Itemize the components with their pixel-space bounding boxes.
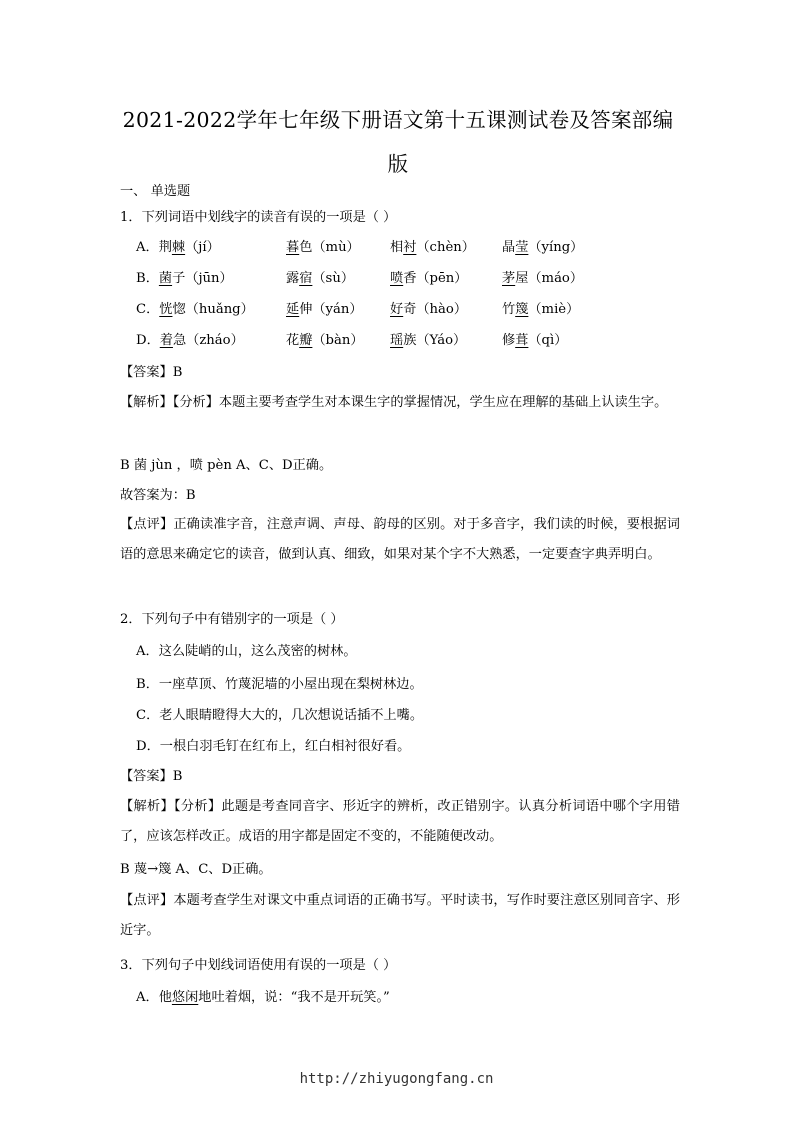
q1-option-c-item-3: 好奇（hào） bbox=[390, 302, 468, 317]
q1-option-c-item-2: 延伸（yán） bbox=[286, 302, 363, 317]
q1-option-d-item-3: 瑶族（Yáo） bbox=[390, 333, 467, 348]
q2-option-b: B．一座草顶、竹蔑泥墙的小屋出现在梨树林边。 bbox=[136, 677, 423, 692]
q1-conclusion: 故答案为：B bbox=[120, 488, 196, 503]
q1-option-d-item-4: 修葺（qì） bbox=[502, 333, 568, 348]
q1-option-b-item-4: 茅屋（máo） bbox=[502, 271, 584, 286]
q1-option-a-item-1: A．荆棘（jí） bbox=[136, 240, 220, 255]
q2-option-c: C．老人眼睛瞪得大大的，几次想说话插不上嘴。 bbox=[136, 708, 424, 723]
footer-url: http://zhiyugongfang.cn bbox=[299, 1071, 494, 1087]
q1-detail: B 菌 jùn ，喷 pèn A、C、D正确。 bbox=[120, 458, 333, 473]
q1-option-c-item-4: 竹篾（miè） bbox=[502, 302, 580, 317]
q1-option-d-item-2: 花瓣（bàn） bbox=[286, 333, 364, 348]
q1-option-b-item-3: 喷香（pēn） bbox=[390, 271, 468, 286]
q2-answer: 【答案】B bbox=[120, 769, 183, 784]
title-line-1: 2021-2022学年七年级下册语文第十五课测试卷及答案部编 bbox=[122, 108, 674, 132]
q1-option-d-item-1: D．着急（zháo） bbox=[136, 333, 244, 348]
q1-analysis: 【解析】【分析】本题主要考查学生对本课生字的掌握情况，学生应在理解的基础上认读生字。 bbox=[120, 395, 668, 410]
document-title bbox=[108, 98, 688, 186]
q2-option-a: A．这么陡峭的山，这么茂密的树林。 bbox=[136, 644, 357, 659]
section-heading: 一、 单选题 bbox=[120, 184, 191, 199]
q1-stem: 1．下列词语中划线字的读音有误的一项是（ ） bbox=[120, 210, 397, 225]
q2-stem: 2．下列句子中有错别字的一项是（ ） bbox=[120, 612, 344, 627]
title-line-2: 版 bbox=[387, 152, 409, 176]
q2-option-d: D．一根白羽毛钉在红布上，红白相衬很好看。 bbox=[136, 739, 411, 754]
q3-stem: 3．下列句子中划线词语使用有误的一项是（ ） bbox=[120, 958, 397, 973]
q1-option-b-item-1: B．菌子（jūn） bbox=[136, 271, 233, 286]
q3-option-a: A．他悠闲地吐着烟，说：“我不是开玩笑。” bbox=[136, 990, 390, 1005]
q1-comment: 【点评】正确读准字音，注意声调、声母、韵母的区别。对于多音字，我们读的时候，要根据词语的意思来确定它的读音，做到认真、细致，如果对某个字不大熟悉，一定要查字典弄明白。 bbox=[120, 517, 680, 562]
q2-detail: B 蔑→篾 A、C、D正确。 bbox=[120, 862, 272, 877]
q1-answer: 【答案】B bbox=[120, 365, 183, 380]
q1-option-c-item-1: C．恍惚（huǎng） bbox=[136, 302, 254, 317]
q2-analysis: 【解析】【分析】此题是考查同音字、形近字的辨析，改正错别字。认真分析词语中哪个字用错了，应该怎样改正。成语的用字都是固定不变的，不能随便改动。 bbox=[120, 799, 680, 844]
q1-option-b-item-2: 露宿（sù） bbox=[286, 271, 355, 286]
q2-comment: 【点评】本题考查学生对课文中重点词语的正确书写。平时读书，写作时要注意区别同音字、形近字。 bbox=[120, 893, 680, 938]
q1-option-a-item-3: 相衬（chèn） bbox=[390, 240, 475, 255]
q1-option-a-item-2: 暮色（mù） bbox=[286, 240, 360, 255]
q1-option-a-item-4: 晶莹（yíng） bbox=[502, 240, 584, 255]
